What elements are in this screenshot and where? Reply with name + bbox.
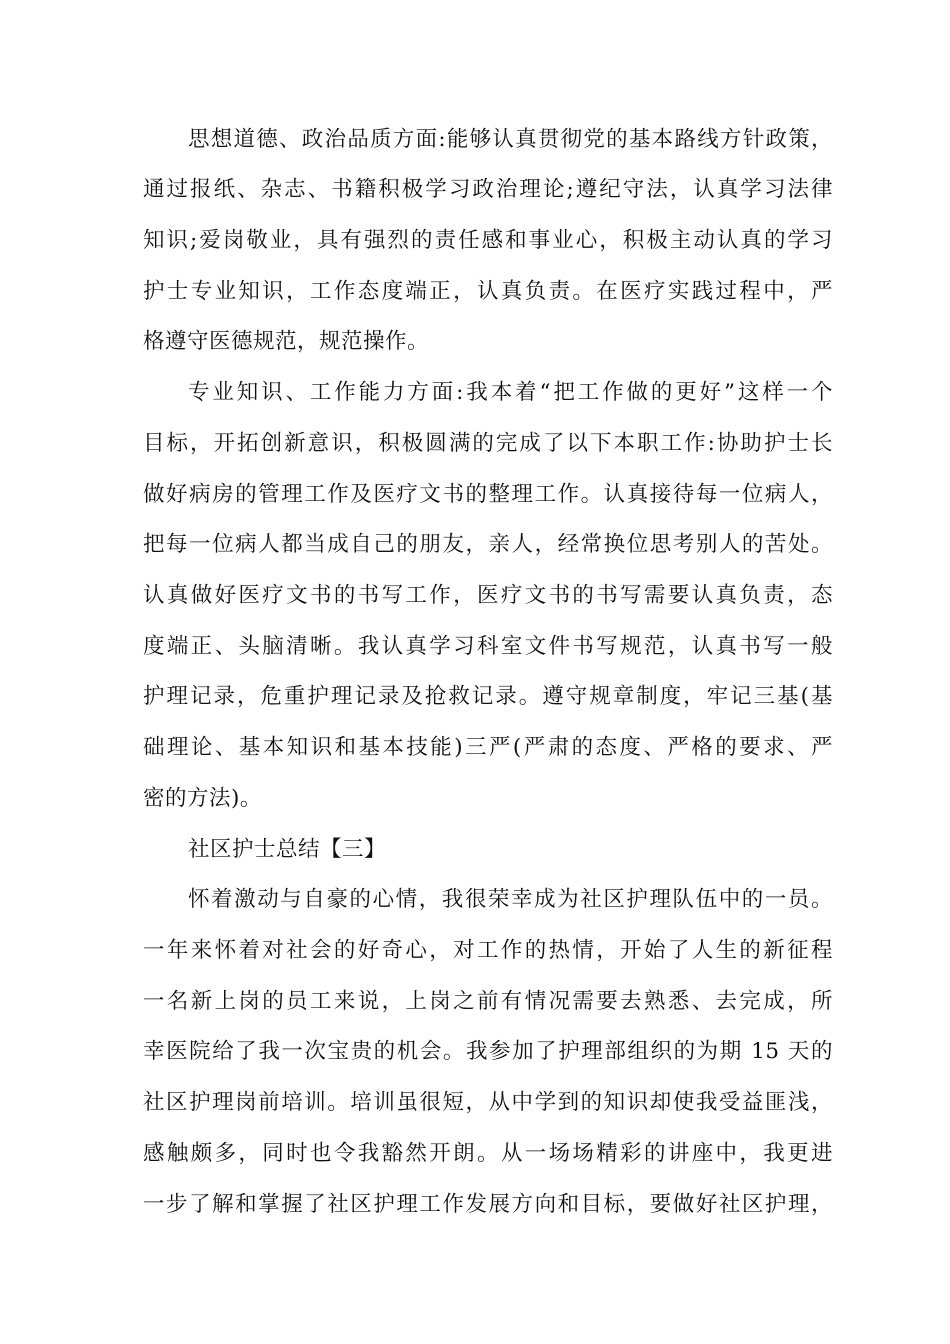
- paragraph-3-line-1: 怀着激动与自豪的心情，我很荣幸成为社区护理队伍中的一员。: [188, 887, 833, 912]
- paragraph-2-line-7: 护理记录，危重护理记录及抢救记录。遵守规章制度，牢记三基(基: [143, 684, 833, 709]
- paragraph-3-line-2: 一年来怀着对社会的好奇心，对工作的热情，开始了人生的新征程: [143, 938, 833, 963]
- paragraph-3-line-3: 一名新上岗的员工来说，上岗之前有情况需要去熟悉、去完成，所: [143, 989, 833, 1014]
- paragraph-1-line-3: 知识;爱岗敬业，具有强烈的责任感和事业心，积极主动认真的学习: [143, 228, 833, 253]
- paragraph-2-line-5: 认真做好医疗文书的书写工作，医疗文书的书写需要认真负责，态: [143, 583, 833, 608]
- paragraph-1-line-4: 护士专业知识，工作态度端正，认真负责。在医疗实践过程中，严: [143, 279, 833, 304]
- paragraph-1-line-1: 思想道德、政治品质方面:能够认真贯彻党的基本路线方针政策，: [188, 127, 833, 152]
- section-heading: 社区护士总结【三】: [188, 837, 387, 862]
- paragraph-2-line-4: 把每一位病人都当成自己的朋友，亲人，经常换位思考别人的苦处。: [143, 532, 833, 557]
- paragraph-2-line-9: 密的方法)。: [143, 786, 262, 811]
- paragraph-2-line-3: 做好病房的管理工作及医疗文书的整理工作。认真接待每一位病人，: [143, 482, 833, 507]
- paragraph-3-line-5: 社区护理岗前培训。培训虽很短，从中学到的知识却使我受益匪浅，: [143, 1090, 833, 1115]
- paragraph-2-line-8: 础理论、基本知识和基本技能)三严(严肃的态度、严格的要求、严: [143, 735, 833, 760]
- paragraph-2-line-2: 目标，开拓创新意识，积极圆满的完成了以下本职工作:协助护士长: [143, 431, 833, 456]
- paragraph-3-line-4: 幸医院给了我一次宝贵的机会。我参加了护理部组织的为期 15 天的: [143, 1039, 833, 1064]
- paragraph-1-line-2: 通过报纸、杂志、书籍积极学习政治理论;遵纪守法，认真学习法律: [143, 177, 833, 202]
- paragraph-3-line-6: 感触颇多，同时也令我豁然开朗。从一场场精彩的讲座中，我更进: [143, 1141, 833, 1166]
- paragraph-1-line-5: 格遵守医德规范，规范操作。: [143, 329, 430, 354]
- paragraph-2-line-1: 专业知识、工作能力方面:我本着“把工作做的更好”这样一个: [188, 380, 833, 405]
- paragraph-3-line-7: 一步了解和掌握了社区护理工作发展方向和目标，要做好社区护理，: [143, 1192, 833, 1217]
- paragraph-2-line-6: 度端正、头脑清晰。我认真学习科室文件书写规范，认真书写一般: [143, 634, 833, 659]
